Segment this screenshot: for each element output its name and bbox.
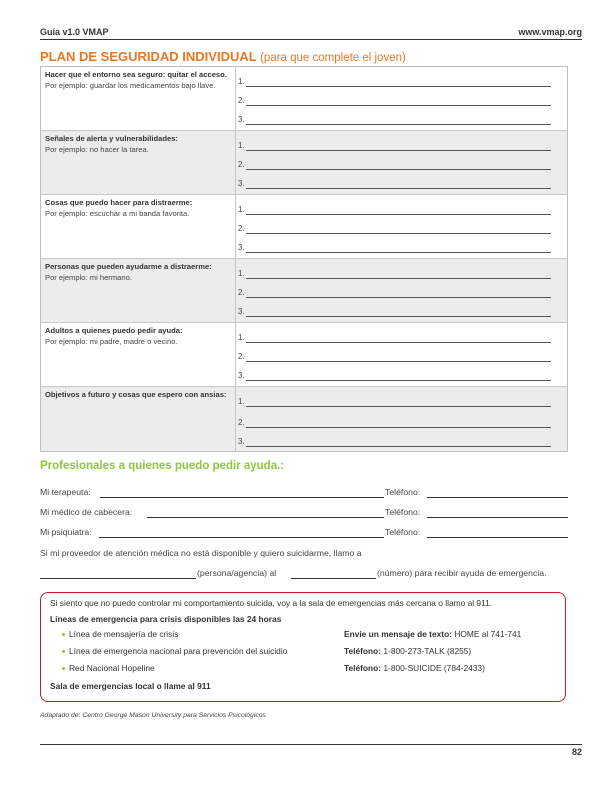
plan-row-example: Por ejemplo: no hacer la tarea. xyxy=(45,145,149,154)
contact-label: Teléfono: xyxy=(344,663,382,673)
psychiatrist-label: Mi psiquiatra: xyxy=(40,527,92,537)
line-number: 3. xyxy=(238,371,245,380)
answer-line[interactable] xyxy=(238,333,551,343)
therapist-label: Mi terapeuta: xyxy=(40,487,91,497)
doctor-phone-label: Teléfono: xyxy=(385,507,421,517)
answer-line[interactable] xyxy=(238,352,551,362)
page-header xyxy=(40,28,582,40)
answer-line[interactable] xyxy=(238,224,551,234)
plan-row xyxy=(41,387,567,451)
footer-rule xyxy=(40,744,582,745)
line-number: 3. xyxy=(238,243,245,252)
adapted-credit: Adaptado de: Centro George Mason University para Servicios Psicológicos xyxy=(40,712,266,719)
answer-line[interactable] xyxy=(238,397,551,407)
line-number: 3. xyxy=(238,115,245,124)
contact-value: 1-800-SUICIDE (784-2433) xyxy=(383,663,485,673)
doctor-phone-field[interactable] xyxy=(427,507,568,518)
plan-subtitle: (para que complete el joven) xyxy=(260,52,406,64)
psychiatrist-phone-label: Teléfono: xyxy=(385,527,421,537)
doctor-field[interactable] xyxy=(147,507,384,518)
answer-line[interactable] xyxy=(238,269,551,279)
line-number: 3. xyxy=(238,307,245,316)
plan-row-label: Hacer que el entorno sea seguro: quitar el acceso. xyxy=(45,70,227,79)
safety-plan-table xyxy=(40,66,568,452)
line-number: 1. xyxy=(238,333,245,342)
therapist-field[interactable] xyxy=(100,487,384,498)
plan-row-label: Personas que pueden ayudarme a distraerme: xyxy=(45,262,212,271)
emergency-contact-field[interactable] xyxy=(40,568,196,579)
therapist-phone-label: Teléfono: xyxy=(385,487,421,497)
plan-title: PLAN DE SEGURIDAD INDIVIDUAL xyxy=(40,49,257,64)
answer-line[interactable] xyxy=(238,437,551,447)
contact-value: 1-800-273-TALK (8255) xyxy=(383,646,472,656)
plan-row xyxy=(41,67,567,131)
plan-row-example: Por ejemplo: mi padre, madre o vecino. xyxy=(45,337,178,346)
crisis-intro: Si siento que no puedo controlar mi comportamiento suicida, voy a la sala de emergencias más cercana o llamo al 911. xyxy=(50,598,493,608)
crisis-line-name: Red Nacional Hopeline xyxy=(69,663,155,673)
header-website: www.vmap.org xyxy=(518,27,582,37)
plan-row-example: Por ejemplo: mi hermano. xyxy=(45,273,132,282)
page-number: 82 xyxy=(571,747,582,757)
line-number: 1. xyxy=(238,77,245,86)
emergency-number-suffix: (número) para recibir ayuda de emergencia. xyxy=(377,568,547,578)
line-number: 3. xyxy=(238,437,245,446)
plan-row-label: Señales de alerta y vulnerabilidades: xyxy=(45,134,178,143)
line-number: 1. xyxy=(238,397,245,406)
contact-value: HOME al 741-741 xyxy=(454,629,522,639)
plan-row-label-cell xyxy=(41,131,236,194)
bullet-icon xyxy=(62,633,65,636)
plan-row xyxy=(41,259,567,323)
plan-row-label-cell xyxy=(41,323,236,386)
bullet-icon xyxy=(62,650,65,653)
line-number: 3. xyxy=(238,179,245,188)
plan-row xyxy=(41,195,567,259)
plan-row-label: Cosas que puedo hacer para distraerme: xyxy=(45,198,193,207)
answer-line[interactable] xyxy=(238,418,551,428)
doctor-label: Mi médico de cabecera: xyxy=(40,507,133,517)
line-number: 2. xyxy=(238,288,245,297)
answer-line[interactable] xyxy=(238,307,551,317)
plan-row-label-cell xyxy=(41,259,236,322)
answer-line[interactable] xyxy=(238,371,551,381)
answer-line[interactable] xyxy=(238,160,551,170)
line-number: 2. xyxy=(238,96,245,105)
psychiatrist-phone-field[interactable] xyxy=(427,527,568,538)
header-guide-title: Guía v1.0 VMAP xyxy=(40,27,109,37)
plan-row-label: Objetivos a futuro y cosas que espero con ansias: xyxy=(45,390,227,399)
crisis-line-contact xyxy=(344,663,485,673)
answer-line[interactable] xyxy=(238,141,551,151)
contact-label: Teléfono: xyxy=(344,646,382,656)
line-number: 2. xyxy=(238,352,245,361)
answer-line[interactable] xyxy=(238,77,551,87)
plan-row-label-cell xyxy=(41,195,236,258)
provider-sentence: Si mi proveedor de atención médica no está disponible y quiero suicidarme, llamo a xyxy=(40,548,362,558)
bullet-icon xyxy=(62,667,65,670)
crisis-footer: Sala de emergencias local o llame al 911 xyxy=(50,681,211,691)
plan-row xyxy=(41,131,567,195)
plan-row xyxy=(41,323,567,387)
psychiatrist-field[interactable] xyxy=(99,527,384,538)
answer-line[interactable] xyxy=(238,179,551,189)
plan-row-example: Por ejemplo: escuchar a mi banda favorita. xyxy=(45,209,190,218)
crisis-box xyxy=(40,592,566,702)
answer-line[interactable] xyxy=(238,205,551,215)
line-number: 2. xyxy=(238,224,245,233)
plan-row-label: Adultos a quienes puedo pedir ayuda: xyxy=(45,326,183,335)
crisis-lines-title: Líneas de emergencia para crisis disponibles las 24 horas xyxy=(50,614,282,624)
professionals-heading: Profesionales a quienes puedo pedir ayuda.: xyxy=(40,460,285,472)
line-number: 2. xyxy=(238,160,245,169)
emergency-number-field[interactable] xyxy=(291,568,376,579)
answer-line[interactable] xyxy=(238,115,551,125)
plan-row-label-cell xyxy=(41,67,236,130)
crisis-line-contact xyxy=(344,646,471,656)
plan-row-label-cell xyxy=(41,387,236,451)
person-agency-label: (persona/agencia) al xyxy=(197,568,277,578)
therapist-phone-field[interactable] xyxy=(427,487,568,498)
line-number: 1. xyxy=(238,269,245,278)
answer-line[interactable] xyxy=(238,96,551,106)
line-number: 1. xyxy=(238,205,245,214)
answer-line[interactable] xyxy=(238,288,551,298)
crisis-line-name: Línea de mensajería de crisis xyxy=(69,629,179,639)
page-title xyxy=(40,49,406,64)
plan-row-example: Por ejemplo: guardar los medicamentos bajo llave. xyxy=(45,81,216,90)
answer-line[interactable] xyxy=(238,243,551,253)
line-number: 1. xyxy=(238,141,245,150)
line-number: 2. xyxy=(238,418,245,427)
contact-label: Envie un mensaje de texto: xyxy=(344,629,452,639)
crisis-line-name: Línea de emergencia nacional para prevención del suicidio xyxy=(69,646,288,656)
crisis-line-contact xyxy=(344,629,521,639)
